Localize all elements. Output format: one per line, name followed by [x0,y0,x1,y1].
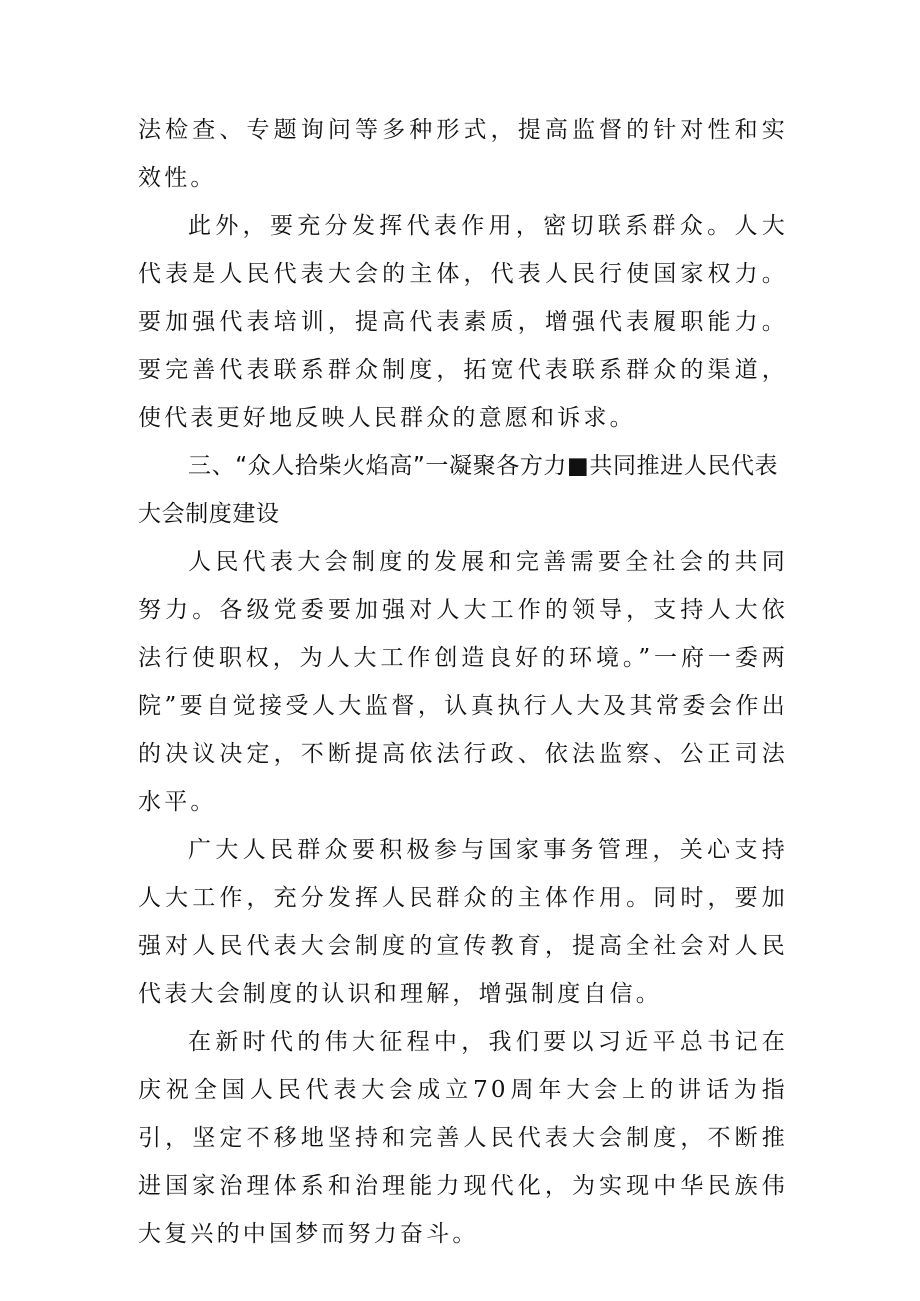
paragraph-conclusion: 在新时代的伟大征程中，我们要以习近平总书记在庆祝全国人民代表大会成立70周年大会上的讲话为指引，坚定不移地坚持和完善人民代表大会制度，不断推进国家治理体系和治理能力现代化，为实现中华民族伟大复兴的中国梦而努力奋斗。 [138,1029,788,1247]
paragraph-joint-effort: 人民代表大会制度的发展和完善需要全社会的共同努力。各级党委要加强对人大工作的领导，支持人大依法行使职权，为人大工作创造良好的环境。”一府一委两院”要自觉接受人大监督，认真执行人大及其常委会作出的决议决定，不断提高依法行政、依法监察、公正司法水平。 [138,549,788,815]
document-body [138,106,788,1258]
paragraph-representatives: 此外，要充分发挥代表作用，密切联系群众。人大代表是人民代表大会的主体，代表人民行使国家权力。要加强代表培训，提高代表素质，增强代表履职能力。要完善代表联系群众制度，拓宽代表联系群众的渠道，使代表更好地反映人民群众的意愿和诉求。 [138,213,788,431]
paragraph-continuation: 法检查、专题询问等多种形式，提高监督的针对性和实效性。 [138,117,788,191]
paragraph-public-participation: 广大人民群众要积极参与国家事务管理，关心支持人大工作，充分发挥人民群众的主体作用。同时，要加强对人民代表大会制度的宣传教育，提高全社会对人民代表大会制度的认识和理解，增强制度自信。 [138,837,788,1007]
section-heading-three: 三、“众人拾柴火焰高”一凝聚各方力■共同推进人民代表大会制度建设 [138,453,779,527]
